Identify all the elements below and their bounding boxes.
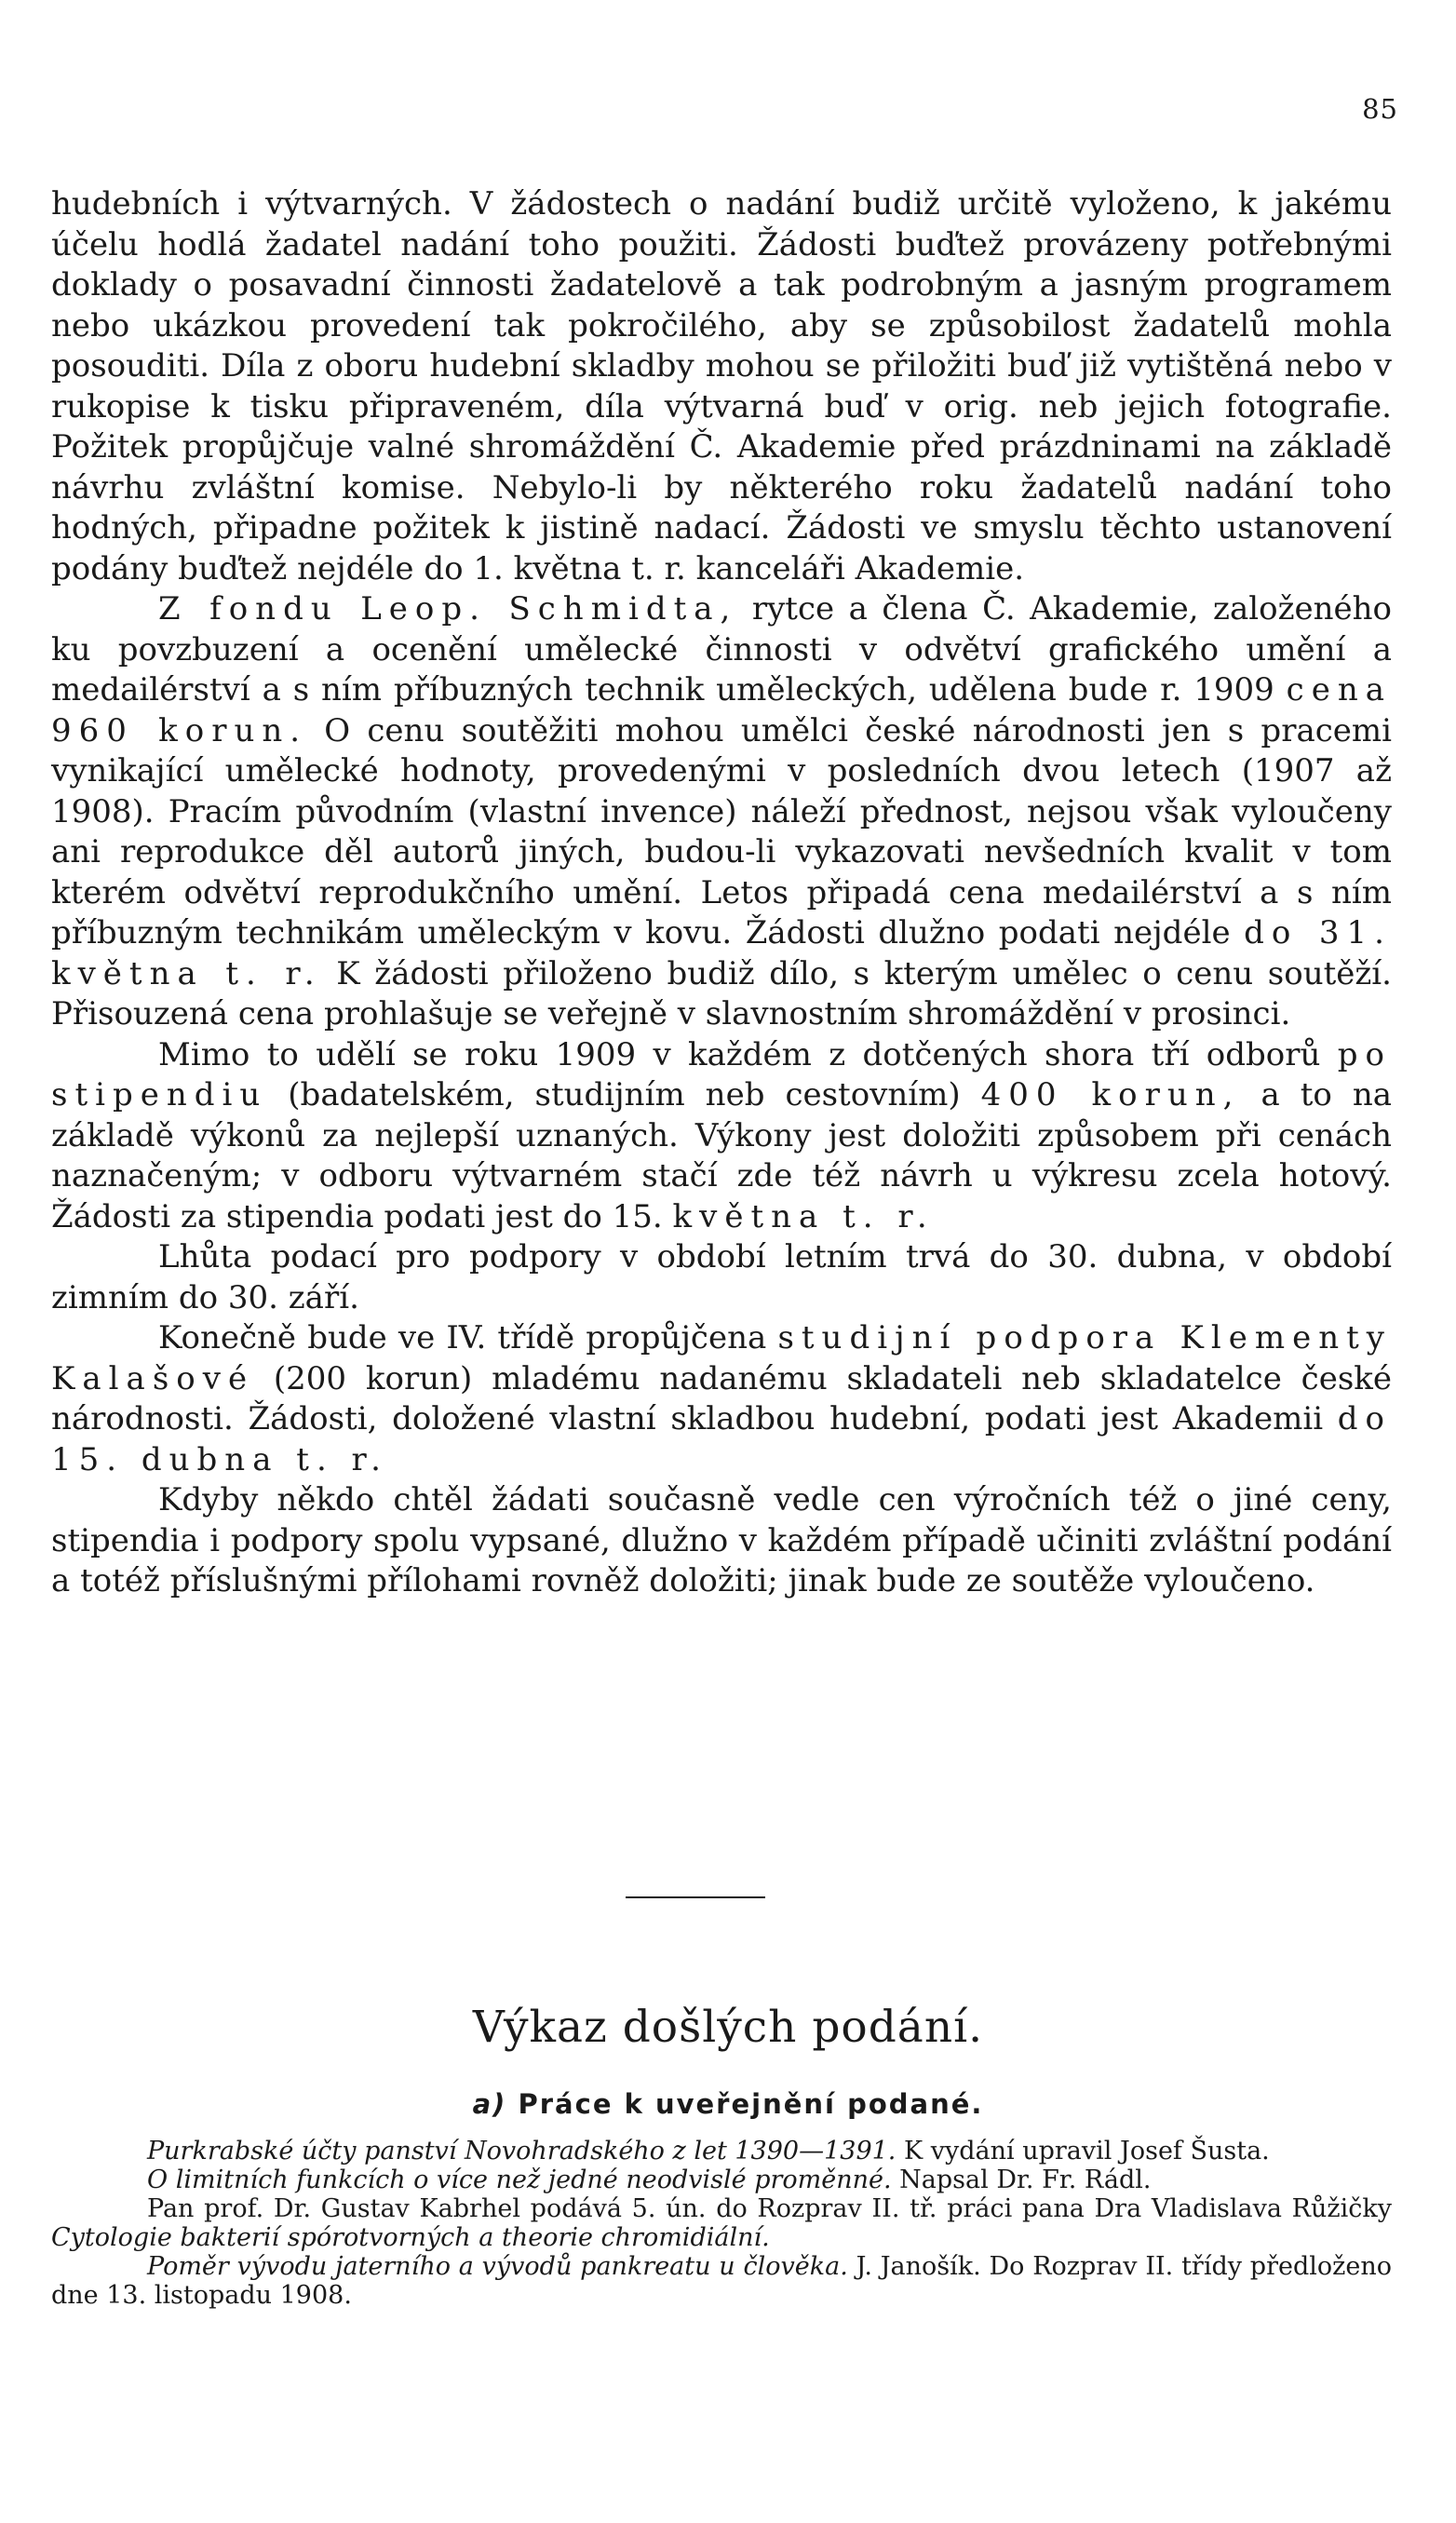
spaced-text: studijní podpora Klementy Kalašové — [51, 1319, 1393, 1397]
subsection-title: a) Práce k uveřejnění podané. — [472, 2088, 984, 2120]
paragraph-5: Konečně bude ve IV. třídě propůjčena studijní podpora Klementy Kalašové (200 korun) mladému nadanému skladateli neb skladatelce české národnosti. Žádosti, doložené vlastní skladbou hudební, podati jest Akademii do 15. dubna t. r. — [51, 1319, 1393, 1478]
paragraph-6: Kdyby někdo chtěl žádati současně vedle cen výročních též o jiné ceny, stipendia i podpory spolu vypsané, dlužno v každém případě učiniti zvláštní podání a totéž příslušnými přílohami rovněž doložiti; jinak bude ze soutěže vyloučeno. — [51, 1481, 1392, 1599]
body-text — [51, 184, 1392, 1602]
submission-list — [51, 2137, 1392, 2310]
submission-entry: Poměr vývodu jaterního a vývodů pankreatu u člověka. J. Janošík. Do Rozprav II. třídy předloženo dne 13. listopadu 1908. — [51, 2252, 1392, 2310]
spaced-text: 400 korun, — [980, 1076, 1241, 1113]
paragraph-2: Z fondu Leop. Schmidta, rytce a člena Č. Akademie, založeného ku povzbuzení a ocenění umělecké činnosti v odvětví grafického umění a medailérství a s ním příbuzných technik uměleckých, udělena bude r. 1909 cena 960 korun. O cenu soutěžiti mohou umělci české národnosti jen s pracemi vynikající umělecké hodnoty, provedenými v posledních dvou letech (1907 až 1908). Pracím původním (vlastní invence) náleží přednost, nejsou však vyloučeny ani reprodukce děl autorů jiných, budou-li vykazovati nevšedních kvalit v tom kterém odvětví reprodukčního umění. Letos připadá cena medailérství a s ním příbuzným technikám uměleckým v kovu. Žádosti dlužno podati nejdéle do 31. května t. r. K žádosti přiloženo budiž dílo, s kterým umělec o cenu soutěží. Přisouzená cena prohlašuje se veřejně v slavnostním shromáždění v prosinci. — [51, 590, 1392, 1032]
submission-entry: Pan prof. Dr. Gustav Kabrhel podává 5. ún. do Rozprav II. tř. práci pana Dra Vladislava Růžičky Cytologie bakterií spórotvorných a theorie chromidiální. — [51, 2194, 1392, 2252]
spaced-text: do 31. května t. r. — [51, 914, 1392, 992]
spaced-text: cena 960 korun. — [51, 671, 1392, 749]
submission-entry: O limitních funkcích o více než jedné neodvislé proměnné. Napsal Dr. Fr. Rádl. — [147, 2165, 1152, 2194]
spaced-text: května t. r. — [672, 1197, 935, 1235]
submission-entry: Purkrabské účty panství Novohradského z let 1390—1391. K vydání upravil Josef Šusta. — [147, 2137, 1270, 2165]
paragraph-1: hudebních i výtvarných. V žádostech o nadání budiž určitě vyloženo, k jakému účelu hodlá žadatel nadání toho použiti. Žádosti buďtež provázeny potřebnými doklady o posavadní činnosti žadatelově a tak podrobným a jasným programem nebo ukázkou provedení tak pokročilého, aby se způsobilost žadatelů mohla posouditi. Díla z oboru hudební skladby mohou se přiložiti buď již vytištěná nebo v rukopise k tisku připraveném, díla výtvarná buď v orig. neb jejich fotografie. Požitek propůjčuje valné shromáždění Č. Akademie před prázdninami na základě návrhu zvláštní komise. Nebylo-li by některého roku žadatelů nadání toho hodných, připadne požitek k jistině nadací. Žádosti ve smyslu těchto ustanovení podány buďtež nejdéle do 1. května t. r. kanceláři Akademie. — [51, 185, 1392, 587]
section-divider — [626, 1896, 765, 1898]
spaced-text: po stipendiu — [51, 1035, 1392, 1113]
paragraph-3: Mimo to udělí se roku 1909 v každém z dotčených shora tří odborů po stipendiu (badatelském, studijním neb cestovním) 400 korun, a to na základě výkonů za nejlepší uznaných. Výkony jest doložiti způsobem při cenách naznačeným; v odboru výtvarném stačí zde též návrh u výkresu zcela hotový. Žádosti za stipendia podati jest do 15. května t. r. — [51, 1035, 1392, 1235]
paragraph-4: Lhůta podací pro podpory v období letním trvá do 30. dubna, v období zimním do 30. září. — [51, 1238, 1392, 1316]
page-number: 85 — [1362, 93, 1398, 125]
spaced-text: do 15. dubna t. r. — [51, 1400, 1392, 1478]
section-title: Výkaz došlých podání. — [472, 2002, 984, 2053]
spaced-text: Z fondu Leop. Schmidta, — [158, 590, 738, 627]
